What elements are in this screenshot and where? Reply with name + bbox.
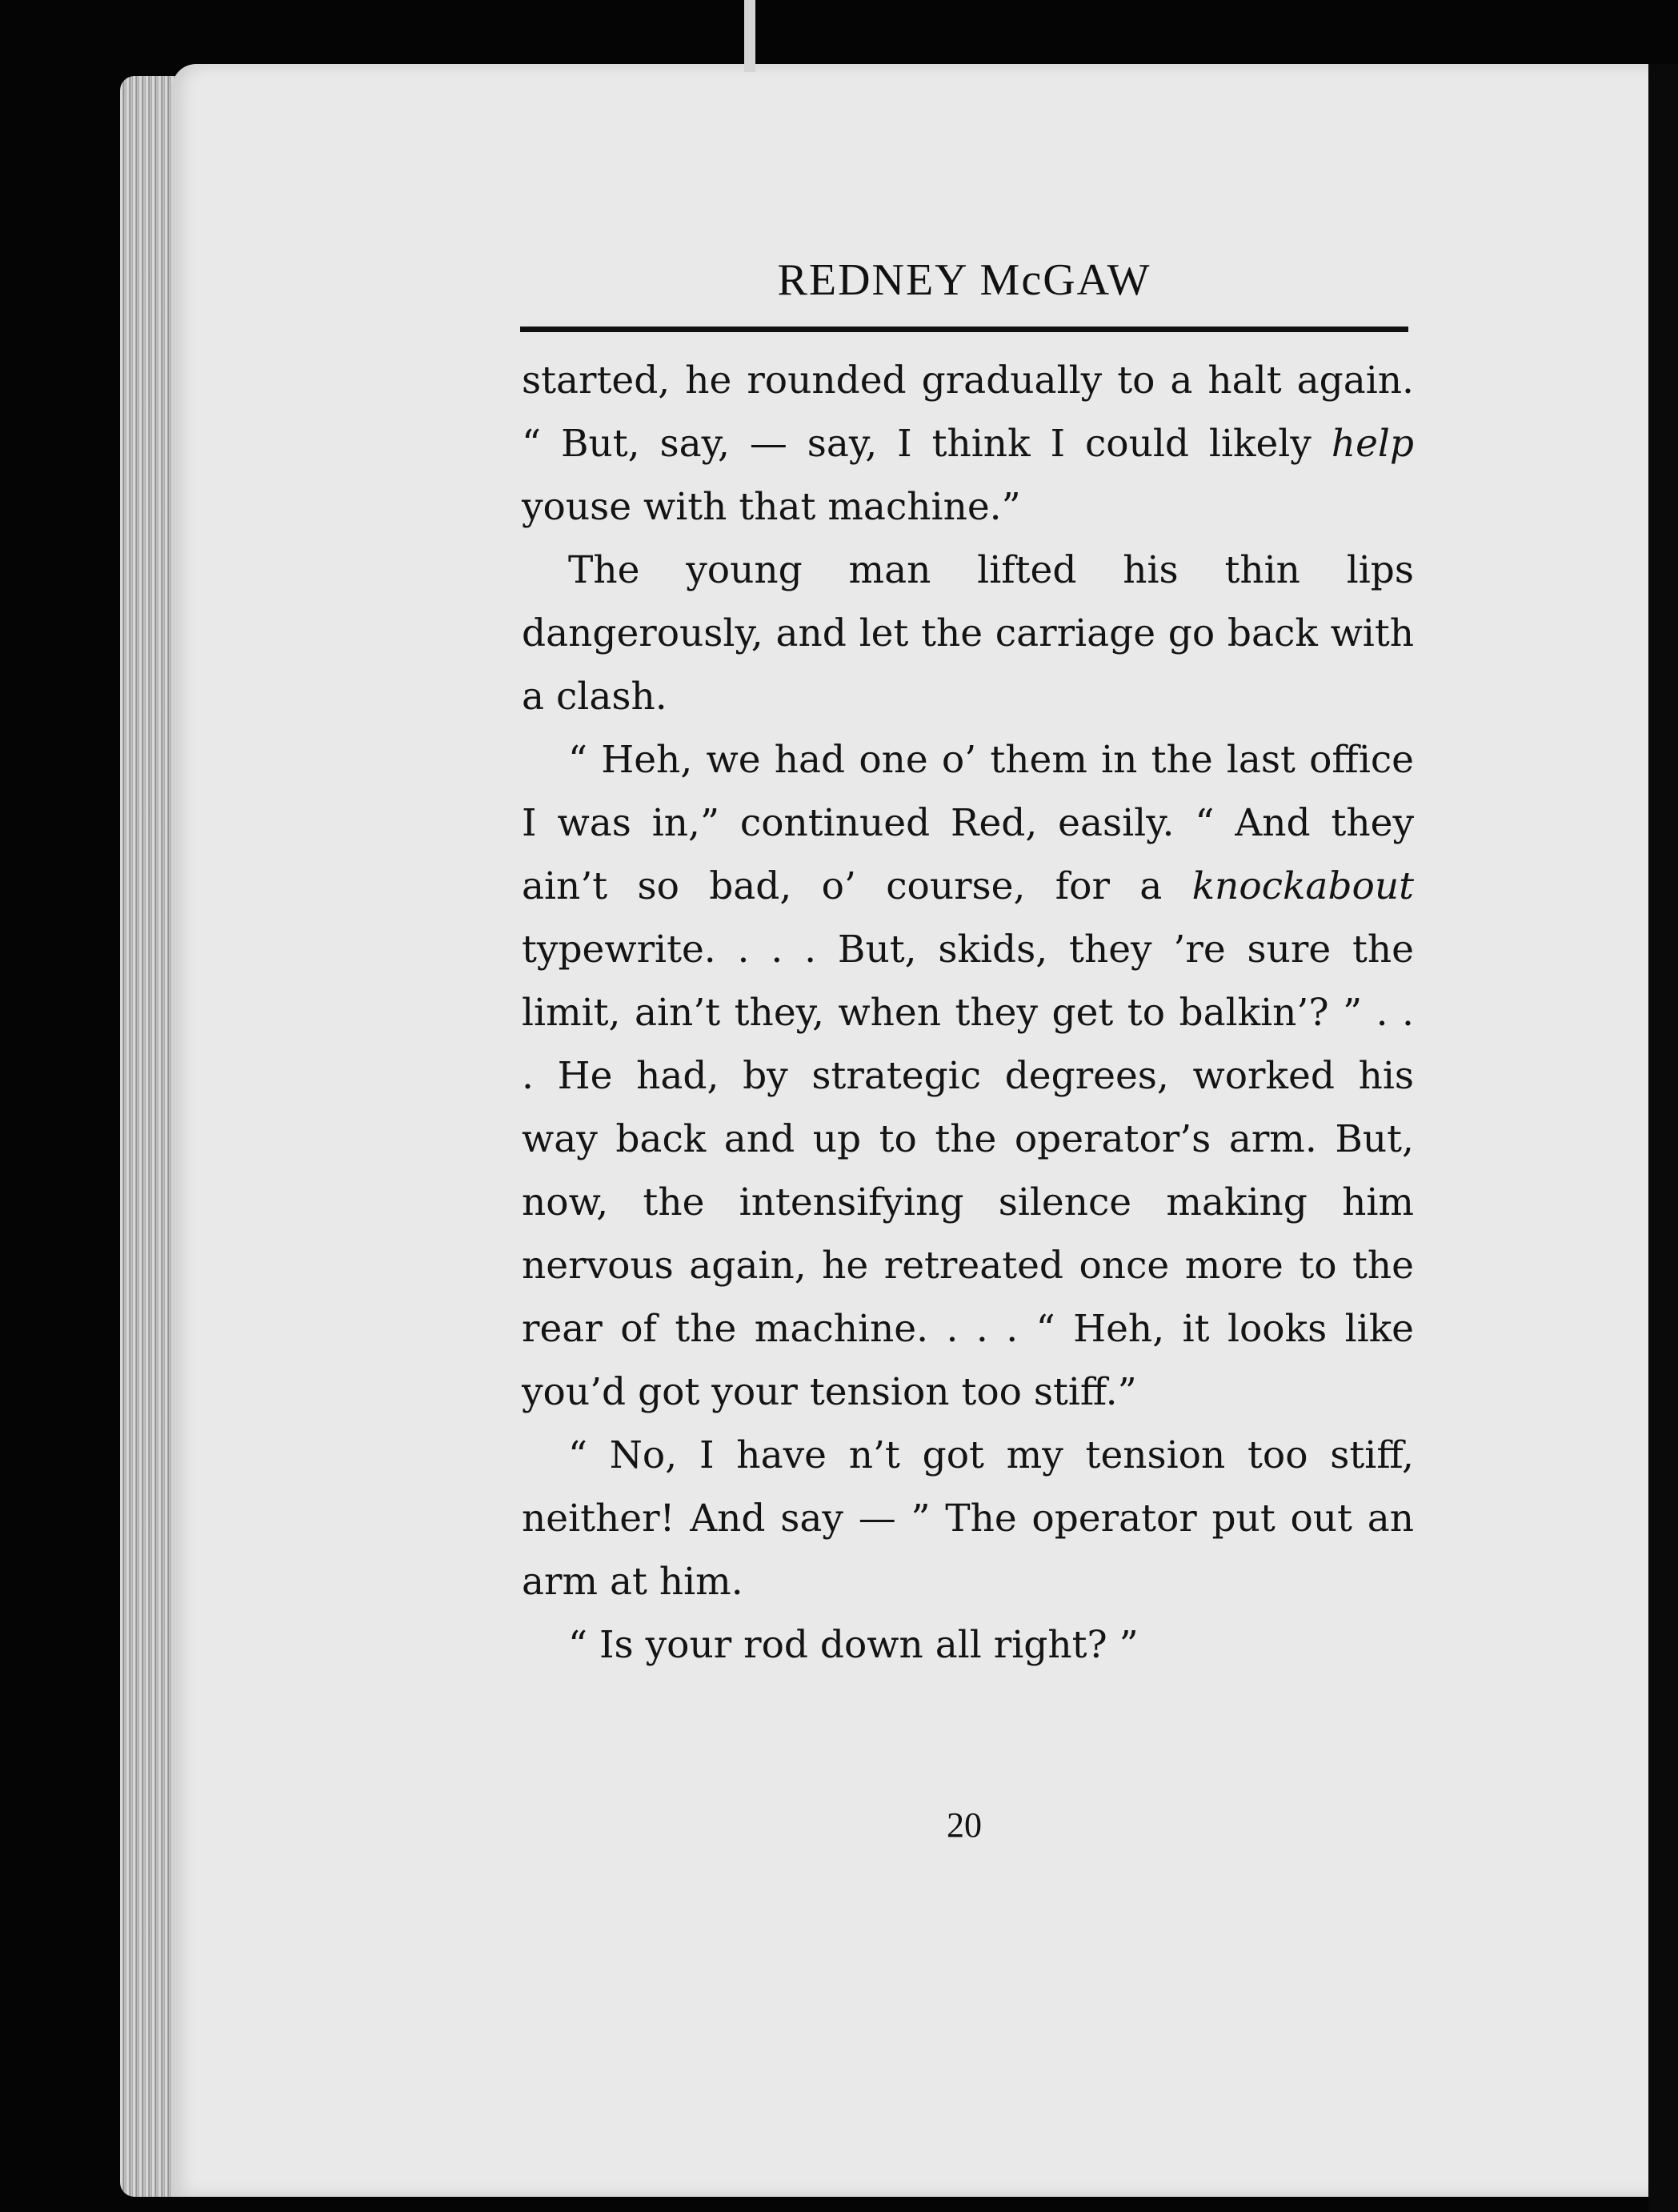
paragraph-text: started, he rounded gradually to a halt again. “ But, say, — say, I think I could likely [522, 359, 1414, 466]
paragraph [522, 1424, 1414, 1613]
paragraph [522, 728, 1414, 1424]
body-text [522, 349, 1414, 1677]
paragraph-text: “ No, I have n’t got my tension too stiff, neither! And say — ” The operator put out an arm at him. [522, 1433, 1414, 1604]
paragraph-text: youse with that machine.” [522, 485, 1021, 529]
paragraph [522, 1613, 1414, 1677]
paragraph [522, 349, 1414, 539]
right-border [1648, 64, 1678, 2212]
italic-text: help [1331, 422, 1414, 466]
paragraph [522, 539, 1414, 728]
header-rule [520, 327, 1408, 332]
italic-text: knockabout [1191, 864, 1414, 908]
paragraph-text: typewrite. . . . But, skids, they ’re sure the limit, ain’t they, when they get to balkin’? ” . . . He had, by strategic degrees, worked his way back and up to the operator’s arm. But, now, the intensifying silence making him nervous again, he retreated once more to the rear of the machine. . . . “ Heh, it looks like you’d got your tension too stiff.” [522, 928, 1414, 1414]
page-number: 20 [947, 1805, 982, 1845]
paragraph-text: “ Heh, we had one o’ them in the last office I was in,” continued Red, easily. “ And they ain’t so bad, o’ course, for a [522, 738, 1414, 908]
paragraph-text: “ Is your rod down all right? ” [568, 1623, 1139, 1667]
top-mark [744, 0, 755, 72]
running-head: REDNEY McGAW [777, 255, 1151, 305]
paragraph-text: The young man lifted his thin lips dangerously, and let the carriage go back with a clash. [522, 548, 1414, 719]
